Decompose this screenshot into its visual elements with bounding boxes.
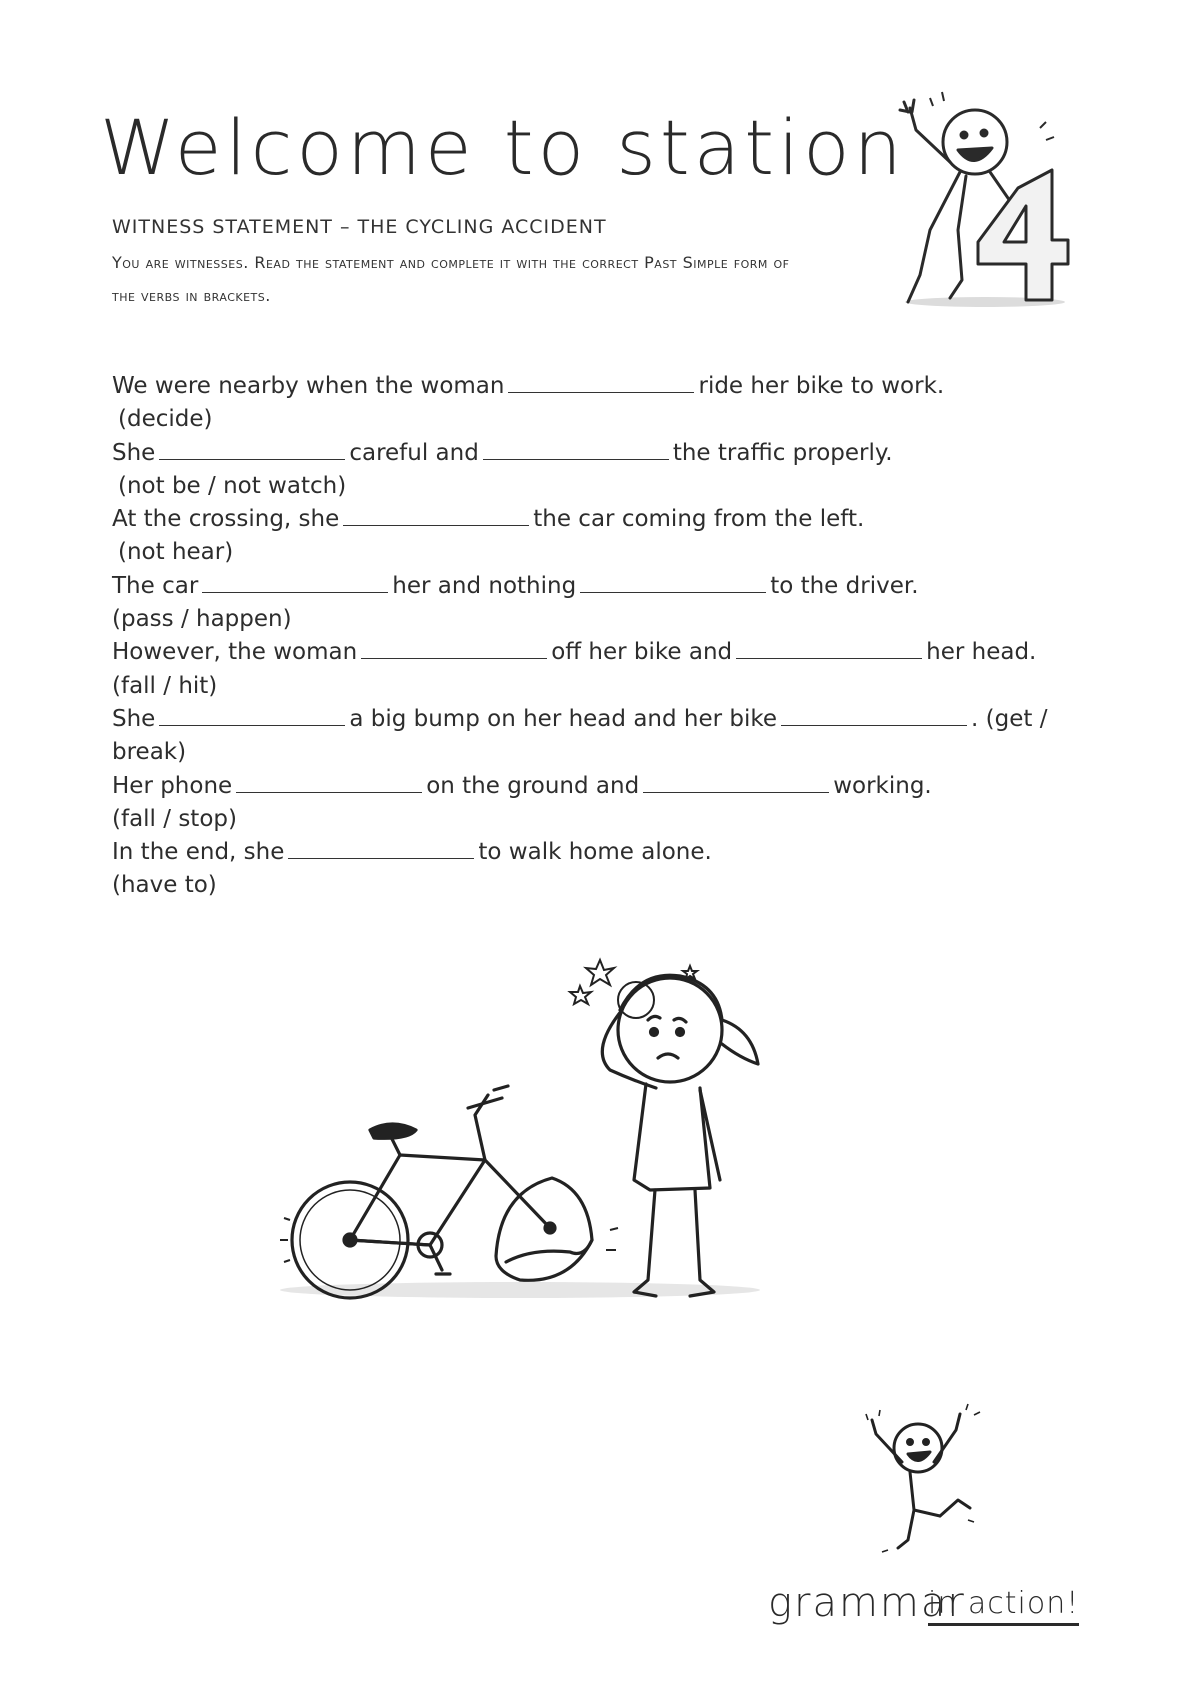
sentence-text: Her phone bbox=[112, 772, 233, 799]
sentence-text: a big bump on her head and her bike bbox=[349, 705, 778, 732]
sentence-text: . (get / bbox=[971, 705, 1048, 732]
verb-hint: (have to) bbox=[112, 872, 217, 899]
sentence-text: her head. bbox=[926, 639, 1037, 666]
sentence-text: However, the woman bbox=[112, 639, 358, 666]
answer-blank[interactable] bbox=[159, 437, 345, 460]
exercise-item-6 bbox=[112, 703, 1102, 770]
answer-blank[interactable] bbox=[643, 770, 829, 793]
worksheet-instructions: You are witnesses. Read the statement and complete it with the correct Past Simple form of the verbs in brackets. bbox=[112, 253, 790, 305]
verb-hint: (not be / not watch) bbox=[118, 472, 347, 499]
exercise-item-4 bbox=[112, 570, 1102, 637]
exercise-item-8 bbox=[112, 836, 1102, 903]
exercise-item-7 bbox=[112, 770, 1102, 837]
sentence-text: careful and bbox=[349, 439, 479, 466]
verb-hint: (not hear) bbox=[118, 539, 234, 566]
worksheet-subtitle: WITNESS STATEMENT – THE CYCLING ACCIDENT bbox=[112, 216, 607, 238]
exercise-item-5 bbox=[112, 636, 1102, 703]
answer-blank[interactable] bbox=[343, 503, 529, 526]
sentence-text: At the crossing, she bbox=[112, 506, 340, 533]
sentence-text: the car coming from the left. bbox=[533, 506, 865, 533]
verb-hint: (pass / happen) bbox=[112, 606, 292, 633]
footer-tagline: in action! bbox=[928, 1586, 1079, 1626]
sentence-text: She bbox=[112, 705, 156, 732]
verb-hint: (fall / hit) bbox=[112, 672, 218, 699]
sentence-text: The car bbox=[112, 572, 199, 599]
footer-logo bbox=[768, 1570, 1088, 1640]
footer-brand: grammar bbox=[768, 1580, 966, 1626]
sentence-text: to walk home alone. bbox=[478, 839, 712, 866]
verb-hint: break) bbox=[112, 739, 187, 766]
sentence-text: She bbox=[112, 439, 156, 466]
answer-blank[interactable] bbox=[508, 370, 694, 393]
answer-blank[interactable] bbox=[483, 437, 669, 460]
exercise-item-2 bbox=[112, 437, 1102, 504]
sentence-text: off her bike and bbox=[551, 639, 733, 666]
exercise-item-1 bbox=[112, 370, 1102, 437]
answer-blank[interactable] bbox=[361, 636, 547, 659]
answer-blank[interactable] bbox=[236, 770, 422, 793]
fill-in-exercise bbox=[112, 370, 1102, 903]
sentence-text: to the driver. bbox=[770, 572, 919, 599]
jumping-mascot-illustration bbox=[848, 1400, 1008, 1570]
exercise-item-3 bbox=[112, 503, 1102, 570]
page-title: Welcome to station bbox=[100, 103, 906, 192]
verb-hint: (decide) bbox=[118, 406, 213, 433]
station-number-mascot-illustration bbox=[870, 80, 1100, 330]
sentence-text: her and nothing bbox=[392, 572, 577, 599]
answer-blank[interactable] bbox=[202, 570, 388, 593]
sentence-text: In the end, she bbox=[112, 839, 285, 866]
answer-blank[interactable] bbox=[781, 703, 967, 726]
answer-blank[interactable] bbox=[580, 570, 766, 593]
answer-blank[interactable] bbox=[288, 836, 474, 859]
sentence-text: ride her bike to work. bbox=[698, 373, 945, 399]
verb-hint: (fall / stop) bbox=[112, 805, 237, 832]
sentence-text: working. bbox=[833, 772, 932, 799]
sentence-text: We were nearby when the woman bbox=[112, 373, 505, 399]
cycling-accident-illustration bbox=[270, 940, 830, 1320]
answer-blank[interactable] bbox=[159, 703, 345, 726]
sentence-text: on the ground and bbox=[426, 772, 640, 799]
sentence-text: the traffic properly. bbox=[672, 439, 893, 466]
answer-blank[interactable] bbox=[736, 636, 922, 659]
